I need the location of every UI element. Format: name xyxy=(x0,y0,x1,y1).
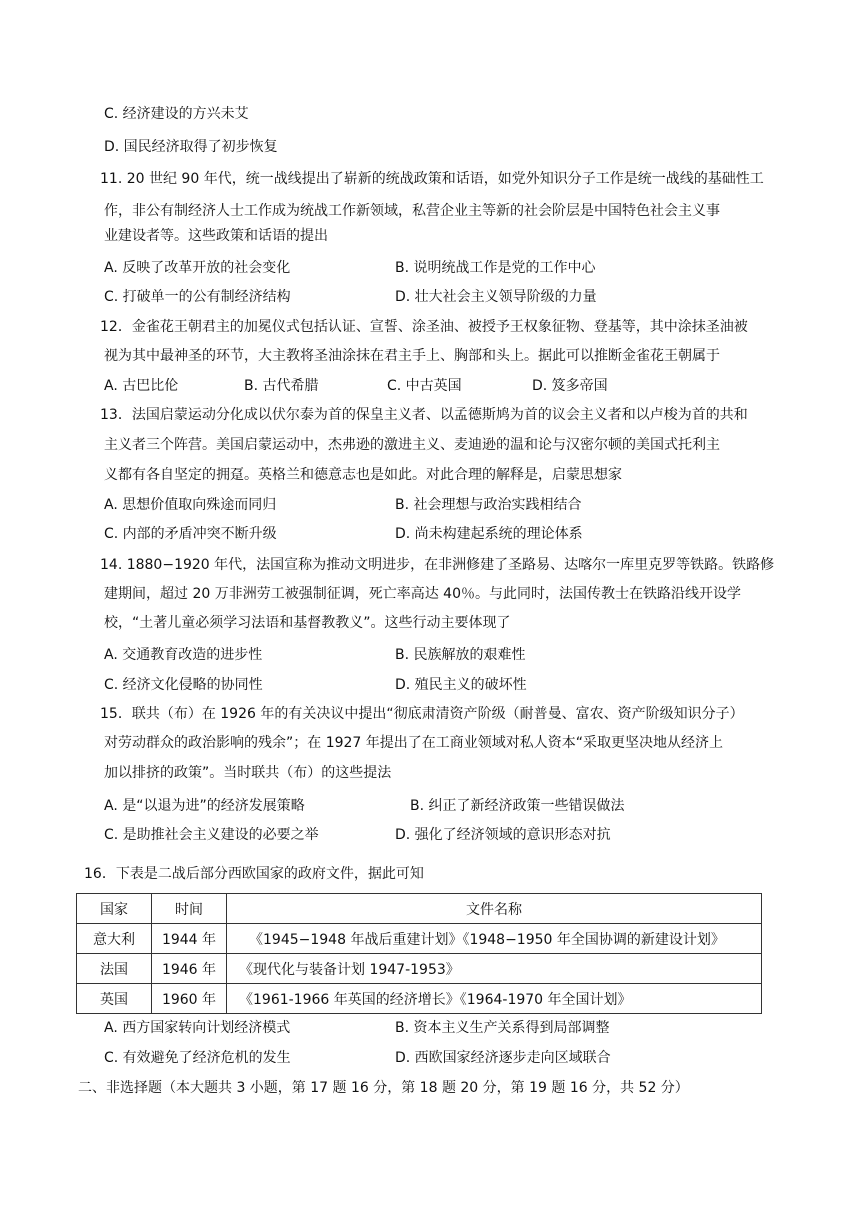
q16-option-b: B. 资本主义生产关系得到局部调整 xyxy=(395,1020,610,1036)
q14-option-b: B. 民族解放的艰难性 xyxy=(395,647,526,663)
table-row xyxy=(77,924,762,954)
q11-option-a: A. 反映了改革开放的社会变化 xyxy=(104,260,291,276)
q11-option-d: D. 壮大社会主义领导阶级的力量 xyxy=(395,289,597,305)
q13-stem-line-2: 主义者三个阵营。美国启蒙运动中，杰弗逊的激进主义、麦迪逊的温和论与汉密尔顿的美国式托利主 xyxy=(104,437,720,453)
q14-option-c: C. 经济文化侵略的协同性 xyxy=(104,677,263,693)
q10-option-d: D. 国民经济取得了初步恢复 xyxy=(104,139,278,155)
q16-option-a: A. 西方国家转向计划经济模式 xyxy=(104,1020,291,1036)
q13-option-d: D. 尚未构建起系统的理论体系 xyxy=(395,526,583,542)
table-cell-time: 1944 年 xyxy=(152,924,227,954)
table-header-row xyxy=(77,894,762,924)
q16-stem: 16．下表是二战后部分西欧国家的政府文件，据此可知 xyxy=(84,866,424,882)
q12-option-d: D. 笈多帝国 xyxy=(532,378,608,394)
q13-stem-line-3: 义都有各自坚定的拥趸。英格兰和德意志也是如此。对此合理的解释是，启蒙思想家 xyxy=(104,467,622,483)
q13-stem-line-1: 13．法国启蒙运动分化成以伏尔泰为首的保皇主义者、以孟德斯鸠为首的议会主义者和以卢梭为首的共和 xyxy=(100,407,748,423)
table-cell-documents: 《1961-1966 年英国的经济增长》《1964-1970 年全国计划》 xyxy=(227,984,762,1014)
section-2-heading: 二、非选择题（本大题共 3 小题，第 17 题 16 分，第 18 题 20 分，第 19 题 16 分，共 52 分） xyxy=(78,1080,689,1096)
q16-table xyxy=(76,893,762,1014)
q11-stem-line-2: 作，非公有制经济人士工作成为统战工作新领域，私营企业主等新的社会阶层是中国特色社会主义事 xyxy=(104,203,720,219)
table-row xyxy=(77,954,762,984)
table-row xyxy=(77,984,762,1014)
q15-option-a: A. 是“以退为进”的经济发展策略 xyxy=(104,798,305,814)
q14-option-a: A. 交通教育改造的进步性 xyxy=(104,647,263,663)
table-header-country: 国家 xyxy=(77,894,152,924)
table-cell-documents: 《现代化与装备计划 1947-1953》 xyxy=(227,954,762,984)
q12-stem-line-1: 12．金雀花王朝君主的加冕仪式包括认证、宣誓、涂圣油、被授予王权象征物、登基等，其中涂抹圣油被 xyxy=(100,319,748,335)
table-cell-time: 1946 年 xyxy=(152,954,227,984)
q11-stem-line-1: 11. 20 世纪 90 年代，统一战线提出了崭新的统战政策和话语，如党外知识分子工作是统一战线的基础性工 xyxy=(100,171,764,187)
table-cell-documents: 《1945−1948 年战后重建计划》《1948−1950 年全国协调的新建设计划》 xyxy=(227,924,762,954)
table-cell-country: 法国 xyxy=(77,954,152,984)
q14-stem-line-2: 建期间，超过 20 万非洲劳工被强制征调，死亡率高达 40％。与此同时，法国传教士在铁路沿线开设学 xyxy=(104,586,741,602)
q15-option-d: D. 强化了经济领域的意识形态对抗 xyxy=(395,827,611,843)
q13-option-a: A. 思想价值取向殊途而同归 xyxy=(104,497,277,513)
q16-option-d: D. 西欧国家经济逐步走向区域联合 xyxy=(395,1050,611,1066)
q11-stem-line-3: 业建设者等。这些政策和话语的提出 xyxy=(104,228,328,244)
q15-stem-line-3: 加以排挤的政策”。当时联共（布）的这些提法 xyxy=(104,765,392,781)
q13-option-b: B. 社会理想与政治实践相结合 xyxy=(395,497,582,513)
q15-option-c: C. 是助推社会主义建设的必要之举 xyxy=(104,827,319,843)
table-cell-country: 意大利 xyxy=(77,924,152,954)
q14-stem-line-1: 14. 1880−1920 年代，法国宣称为推动文明进步，在非洲修建了圣路易、达喀尔一库里克罗等铁路。铁路修 xyxy=(100,557,775,573)
q12-stem-line-2: 视为其中最神圣的环节，大主教将圣油涂抹在君主手上、胸部和头上。据此可以推断金雀花王朝属于 xyxy=(104,348,720,364)
table-cell-time: 1960 年 xyxy=(152,984,227,1014)
q15-stem-line-2: 对劳动群众的政治影响的残余”；在 1927 年提出了在工商业领域对私人资本“采取更坚决地从经济上 xyxy=(104,735,724,751)
q12-option-a: A. 古巴比伦 xyxy=(104,378,179,394)
q10-option-c: C. 经济建设的方兴未艾 xyxy=(104,106,249,122)
q15-option-b: B. 纠正了新经济政策一些错误做法 xyxy=(410,798,625,814)
q14-stem-line-3: 校，“土著儿童必须学习法语和基督教教义”。这些行动主要体现了 xyxy=(104,615,511,631)
q11-option-b: B. 说明统战工作是党的工作中心 xyxy=(395,260,596,276)
q12-option-b: B. 古代希腊 xyxy=(244,378,319,394)
q13-option-c: C. 内部的矛盾冲突不断升级 xyxy=(104,526,277,542)
q14-option-d: D. 殖民主义的破坏性 xyxy=(395,677,527,693)
q15-stem-line-1: 15．联共（布）在 1926 年的有关决议中提出“彻底肃清资产阶级（耐普曼、富农、资产阶级知识分子） xyxy=(100,706,744,722)
q12-option-c: C. 中古英国 xyxy=(387,378,462,394)
q16-option-c: C. 有效避免了经济危机的发生 xyxy=(104,1050,291,1066)
table-header-time: 时间 xyxy=(152,894,227,924)
table-cell-country: 英国 xyxy=(77,984,152,1014)
table-header-documents: 文件名称 xyxy=(227,894,762,924)
q11-option-c: C. 打破单一的公有制经济结构 xyxy=(104,289,291,305)
